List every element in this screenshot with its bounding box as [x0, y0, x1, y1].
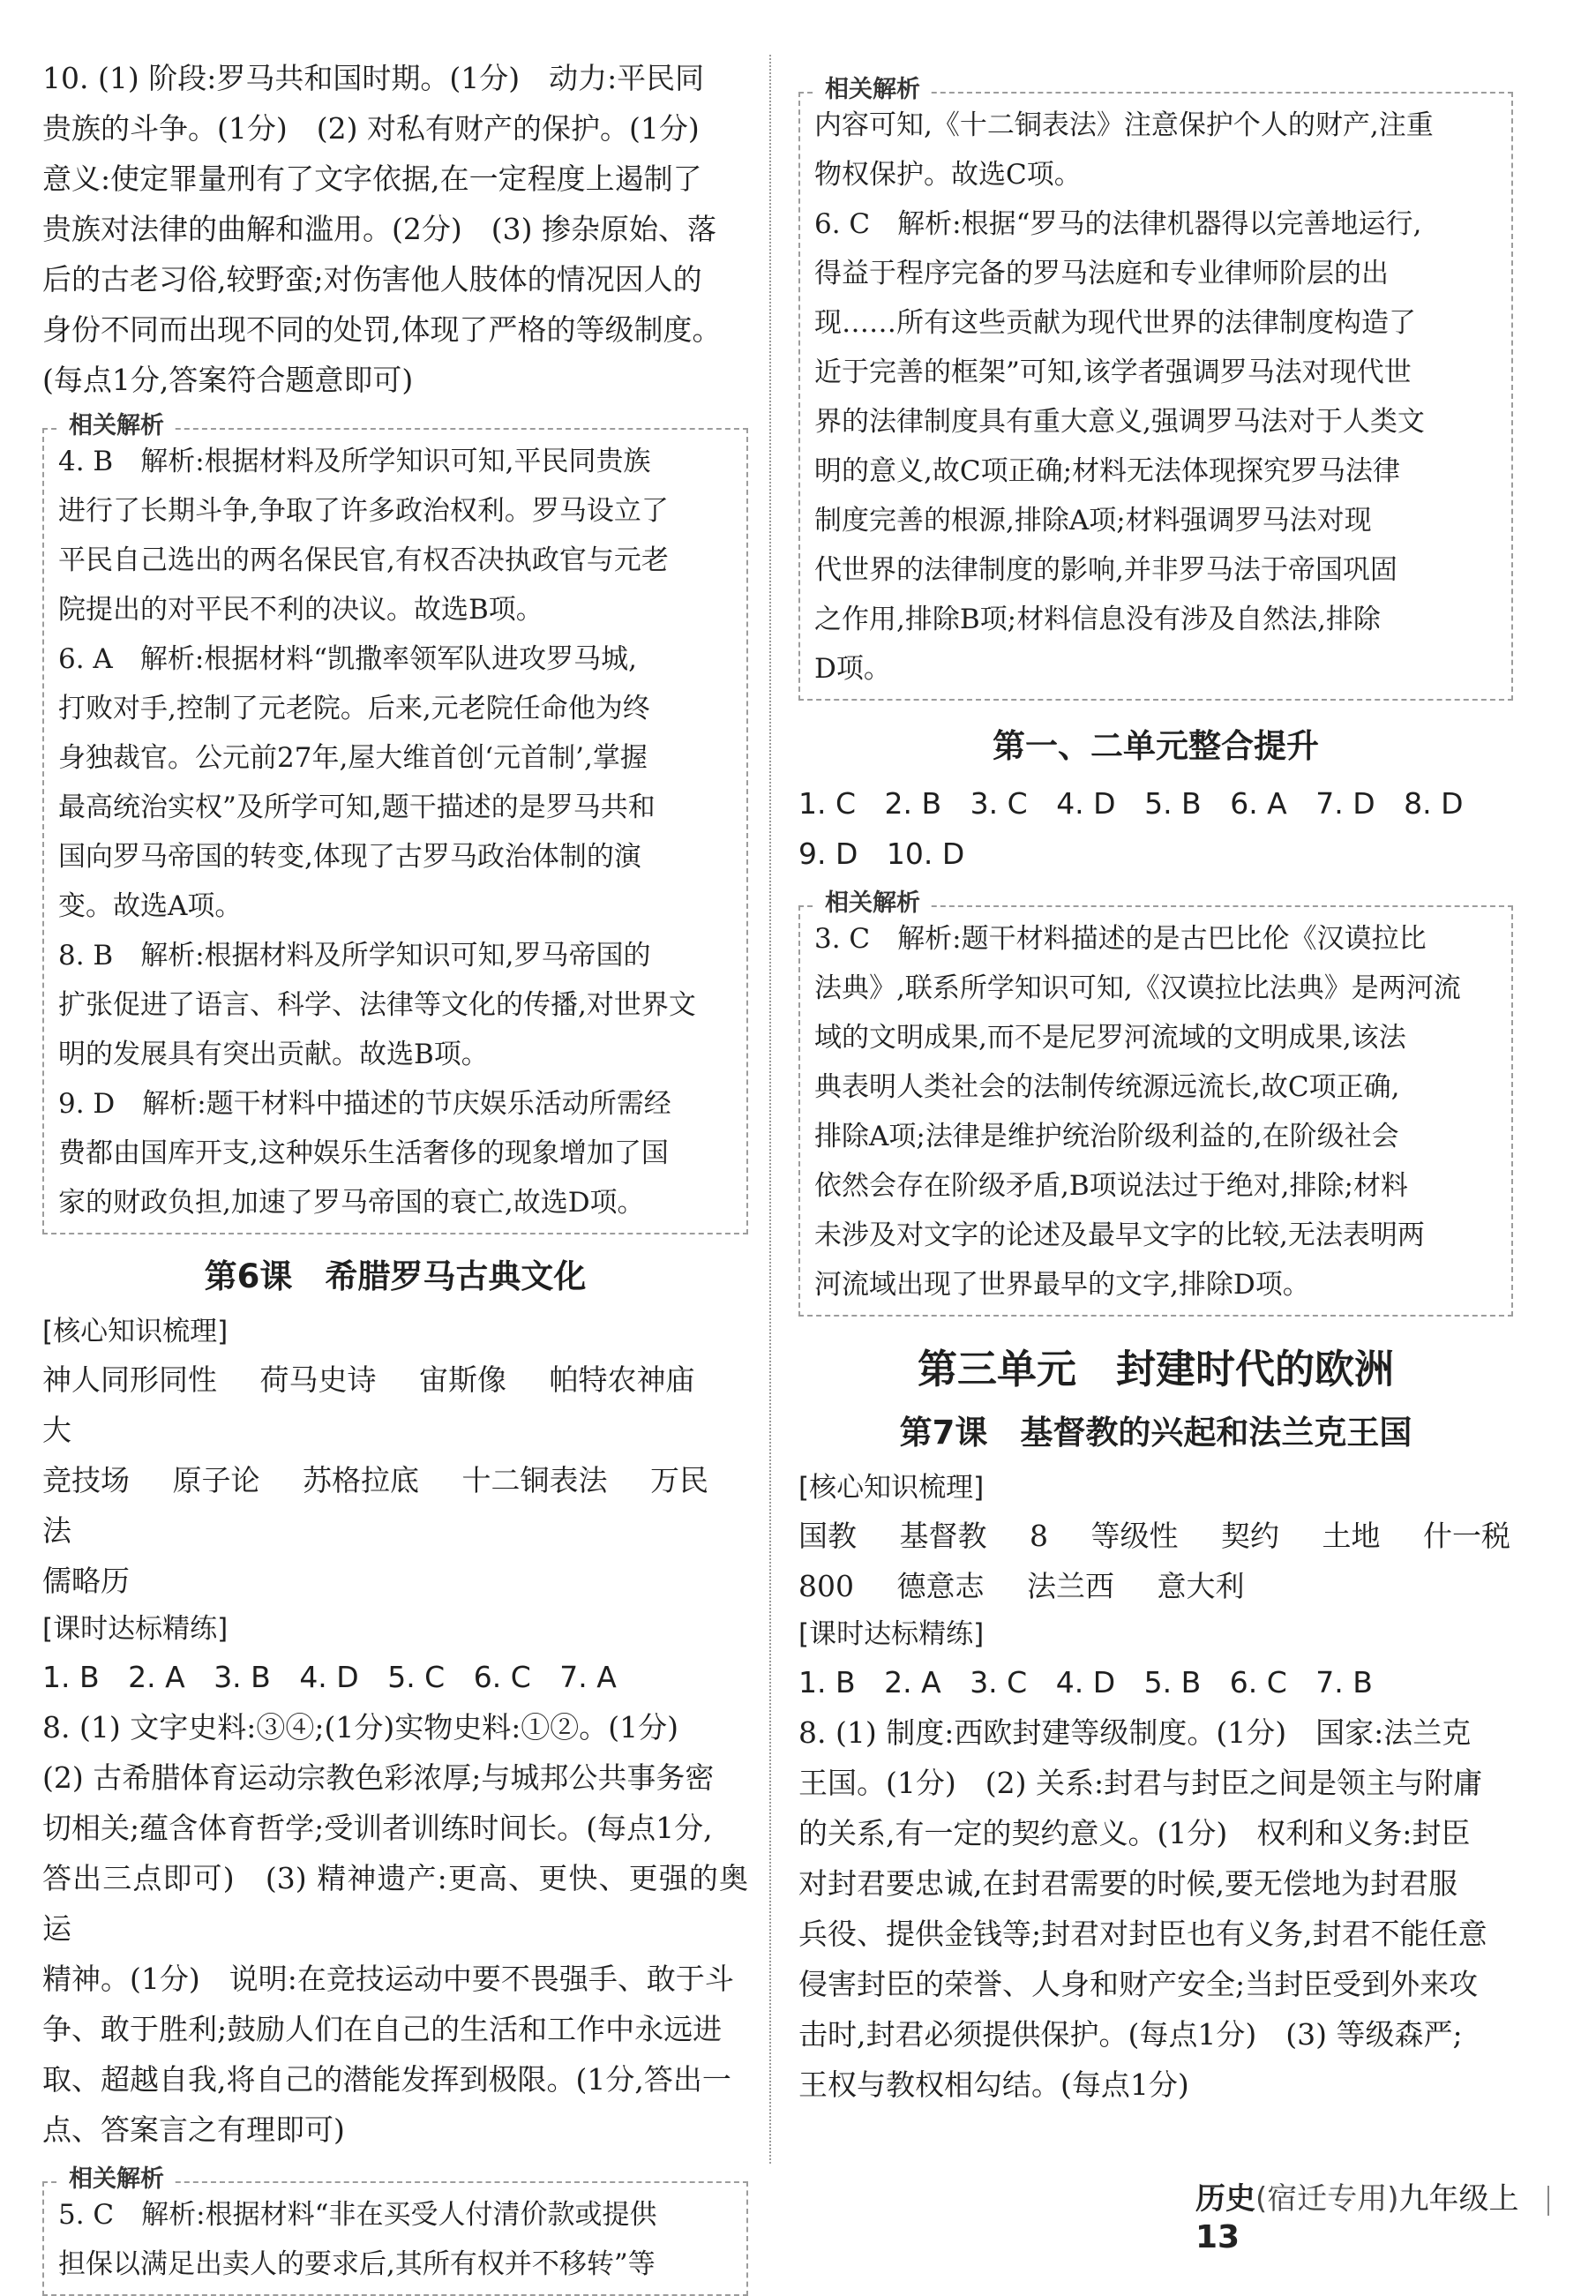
footer-edition: (宿迁专用) [1255, 2181, 1399, 2217]
text-line: 典表明人类社会的法制传统源远流长,故C项正确, [814, 1071, 1400, 1103]
lesson-7-title: 第7课 基督教的兴起和法兰克王国 [899, 1414, 1412, 1452]
analysis-box [42, 2165, 748, 2296]
text-line: (2) 古希腊体育运动宗教色彩浓厚;与城邦公共事务密 [42, 1760, 715, 1795]
text-line: 9. D 解析:题干材料中描述的节庆娱乐活动所需经 [58, 1088, 671, 1120]
answer: 7. D [1315, 786, 1375, 821]
answer: 1. B [42, 1660, 100, 1694]
text-line: 4. B 解析:根据材料及所学知识可知,平民同贵族 [58, 446, 651, 477]
keyword: 契约 [1221, 1519, 1279, 1553]
text-line: 争、敢于胜利;鼓励人们在自己的生活和工作中永远进 [42, 2012, 723, 2046]
footer-separator [1547, 2186, 1549, 2216]
analysis-box [798, 76, 1513, 701]
keyword: 法兰西 [1027, 1569, 1114, 1603]
keyword: 荷马史诗 [259, 1362, 377, 1397]
text-line: 身份不同而出现不同的处罚,体现了严格的等级制度。 [42, 312, 722, 347]
page-number: 13 [1195, 2219, 1240, 2255]
answer: 7. A [559, 1660, 617, 1694]
keyword: 8 [1030, 1519, 1048, 1553]
right-column [798, 53, 1513, 2110]
answer: 4. D [1055, 1665, 1116, 1699]
text-line: 后的古老习俗,较野蛮;对伤害他人肢体的情况因人的 [42, 262, 702, 296]
keyword: 十二铜表法 [461, 1463, 608, 1497]
text-line: 法典》,联系所学知识可知,《汉谟拉比法典》是两河流 [814, 972, 1461, 1004]
answer: 6. A [1230, 786, 1287, 821]
text-line: 取、超越自我,将自己的潜能发挥到极限。(1分,答出一 [42, 2062, 731, 2097]
answer: 8. D [1404, 786, 1464, 821]
text-line: 排除A项;法律是维护统治阶级利益的,在阶级社会 [814, 1121, 1399, 1152]
core-knowledge-label: [核心知识梳理] [798, 1472, 985, 1504]
text-line: 侵害封臣的荣誉、人身和财产安全;当封臣受到外来攻 [798, 1967, 1479, 2001]
text-line: 贵族的斗争。(1分) (2) 对私有财产的保护。(1分) [42, 111, 700, 146]
analysis-label: 相关解析 [60, 2164, 173, 2195]
text-line: 家的财政负担,加速了罗马帝国的衰亡,故选D项。 [58, 1187, 645, 1219]
column-divider [769, 55, 771, 2164]
analysis-label: 相关解析 [816, 888, 929, 919]
text-line: 王国。(1分) (2) 关系:封君与封臣之间是领主与附庸 [798, 1766, 1483, 1800]
text-line: 进行了长期斗争,争取了许多政治权利。罗马设立了 [58, 495, 669, 527]
left-column [42, 53, 748, 2296]
text-line: 打败对手,控制了元老院。后来,元老院任命他为终 [58, 693, 650, 724]
text-line: 域的文明成果,而不是尼罗河流域的文明成果,该法 [814, 1022, 1406, 1054]
text-line: 变。故选A项。 [58, 890, 243, 922]
text-line: 点、答案言之有理即可) [42, 2112, 345, 2147]
text-line: (每点1分,答案符合题意即可) [42, 363, 414, 397]
keyword: 竞技场 [42, 1463, 130, 1497]
analysis-box [42, 412, 748, 1234]
keyword: 儒略历 [42, 1564, 130, 1598]
text-line: 的关系,有一定的契约意义。(1分) 权利和义务:封臣 [798, 1816, 1471, 1850]
answer: 1. C [798, 786, 857, 821]
practice-label: [课时达标精练] [42, 1613, 229, 1645]
text-line: 近于完善的框架”可知,该学者强调罗马法对现代世 [814, 356, 1412, 388]
keyword: 苏格拉底 [303, 1463, 419, 1497]
text-line: 8. (1) 制度:西欧封建等级制度。(1分) 国家:法兰克 [798, 1715, 1472, 1750]
answer: 10. D [886, 837, 965, 871]
keyword: 大 [42, 1413, 71, 1447]
text-line: 之作用,排除B项;材料信息没有涉及自然法,排除 [814, 604, 1381, 635]
text-line: 3. C 解析:题干材料描述的是古巴比伦《汉谟拉比 [814, 923, 1427, 955]
text-line: 意义:使定罪量刑有了文字依据,在一定程度上遏制了 [42, 161, 702, 196]
answer: 2. A [884, 1665, 941, 1699]
answer-list [798, 778, 1513, 879]
answer: 5. C [387, 1660, 446, 1694]
practice-label: [课时达标精练] [798, 1618, 985, 1650]
text-line: 兵役、提供金钱等;封君对封臣也有义务,封君不能任意 [798, 1917, 1487, 1951]
keyword: 基督教 [899, 1519, 987, 1553]
keyword: 德意志 [896, 1569, 985, 1603]
analysis-label: 相关解析 [816, 74, 929, 106]
answer: 4. D [299, 1660, 359, 1694]
text-line: 界的法律制度具有重大意义,强调罗马法对于人类文 [814, 406, 1425, 438]
answer-list [798, 1657, 1513, 1707]
core-knowledge-label: [核心知识梳理] [42, 1316, 229, 1347]
keyword-list [798, 1511, 1513, 1611]
answer: 6. C [1229, 1665, 1287, 1699]
keyword: 万民法 [42, 1463, 708, 1548]
text-line: 8. B 解析:根据材料及所学知识可知,罗马帝国的 [58, 940, 651, 972]
text-line: 费都由国库开支,这种娱乐生活奢侈的现象增加了国 [58, 1137, 669, 1169]
text-line: 河流域出现了世界最早的文字,排除D项。 [814, 1269, 1310, 1301]
text-line: 平民自己选出的两名保民官,有权否决执政官与元老 [58, 544, 669, 576]
text-line: 明的意义,故C项正确;材料无法体现探究罗马法律 [814, 455, 1401, 487]
text-line: 代世界的法律制度的影响,并非罗马法于帝国巩固 [814, 554, 1397, 586]
text-line: 10. (1) 阶段:罗马共和国时期。(1分) 动力:平民同 [42, 61, 705, 95]
question-8 [42, 1702, 748, 2155]
text-line: 击时,封君必须提供保护。(每点1分) (3) 等级森严; [798, 2017, 1463, 2052]
text-line: 担保以满足出卖人的要求后,其所有权并不移转”等 [58, 2248, 656, 2280]
keyword: 意大利 [1157, 1569, 1245, 1603]
text-line: 未涉及对文字的论述及最早文字的比较,无法表明两 [814, 1219, 1425, 1251]
keyword: 800 [798, 1569, 854, 1603]
text-line: 5. C 解析:根据材料“非在买受人付清价款或提供 [58, 2199, 657, 2231]
text-line: 8. (1) 文字史料:③④;(1分)实物史料:①②。(1分) [42, 1710, 679, 1745]
text-line: 切相关;蕴含体育哲学;受训者训练时间长。(每点1分, [42, 1811, 713, 1845]
keyword: 帕特农神庙 [549, 1362, 695, 1397]
answer: 9. D [798, 837, 858, 871]
keyword: 原子论 [172, 1463, 260, 1497]
answer: 1. B [798, 1665, 856, 1699]
text-line: 明的发展具有突出贡献。故选B项。 [58, 1039, 489, 1070]
footer-grade: 九年级上 [1398, 2181, 1519, 2217]
answer: 6. C [473, 1660, 531, 1694]
text-line: 身独裁官。公元前27年,屋大维首创‘元首制’,掌握 [58, 742, 648, 774]
text-line: 6. C 解析:根据“罗马的法律机器得以完善地运行, [814, 208, 1422, 240]
text-line: 扩张促进了语言、科学、法律等文化的传播,对世界文 [58, 989, 696, 1021]
text-line: 精神。(1分) 说明:在竞技运动中要不畏强手、敢于斗 [42, 1962, 734, 1996]
text-line: 院提出的对平民不利的决议。故选B项。 [58, 594, 543, 626]
answer: 3. B [214, 1660, 271, 1694]
question-10 [42, 53, 748, 405]
page-footer [1195, 2180, 1596, 2257]
keyword: 国教 [798, 1519, 857, 1553]
answer: 3. C [970, 786, 1028, 821]
analysis-label: 相关解析 [60, 410, 173, 442]
question-8 [798, 1707, 1513, 2110]
answer: 2. B [884, 786, 942, 821]
keyword: 土地 [1322, 1519, 1381, 1553]
text-line: 王权与教权相勾结。(每点1分) [798, 2067, 1189, 2102]
lesson-6-title: 第6课 希腊罗马古典文化 [204, 1257, 587, 1295]
text-line: 制度完善的根源,排除A项;材料强调罗马法对现 [814, 505, 1372, 536]
keyword: 什一税 [1423, 1519, 1510, 1553]
text-line: 得益于程序完备的罗马法庭和专业律师阶层的出 [814, 258, 1389, 289]
text-line: 最高统治实权”及所学可知,题干描述的是罗马共和 [58, 792, 656, 823]
answer-list [42, 1652, 748, 1702]
keyword: 等级性 [1090, 1519, 1179, 1553]
analysis-box [798, 889, 1513, 1317]
text-line: 答出三点即可) (3) 精神遗产:更高、更快、更强的奥运 [42, 1861, 748, 1946]
answer: 4. D [1056, 786, 1116, 821]
unit-3-title: 第三单元 封建时代的欧洲 [917, 1346, 1394, 1392]
text-line: 6. A 解析:根据材料“凯撒率领军队进攻罗马城, [58, 643, 637, 675]
footer-subject: 历史 [1195, 2181, 1255, 2217]
answer: 7. B [1315, 1665, 1373, 1699]
text-line: 依然会存在阶级矛盾,B项说法过于绝对,排除;材料 [814, 1170, 1408, 1202]
keyword: 宙斯像 [419, 1362, 506, 1397]
answer: 5. B [1143, 1665, 1202, 1699]
text-line: 现……所有这些贡献为现代世界的法律制度构造了 [814, 307, 1416, 339]
text-line: 贵族对法律的曲解和滥用。(2分) (3) 掺杂原始、落 [42, 212, 716, 246]
keyword: 神人同形同性 [42, 1362, 217, 1397]
answer: 3. C [970, 1665, 1028, 1699]
integration-title: 第一、二单元整合提升 [993, 727, 1319, 765]
text-line: 物权保护。故选C项。 [814, 159, 1082, 191]
answer: 2. A [128, 1660, 185, 1694]
text-line: 对封君要忠诚,在封君需要的时候,要无偿地为封君服 [798, 1866, 1457, 1901]
answer: 5. B [1144, 786, 1202, 821]
keyword-list [42, 1354, 748, 1606]
text-line: 内容可知,《十二铜表法》注意保护个人的财产,注重 [814, 109, 1434, 141]
text-line: 国向罗马帝国的转变,体现了古罗马政治体制的演 [58, 841, 641, 873]
text-line: D项。 [814, 653, 891, 685]
